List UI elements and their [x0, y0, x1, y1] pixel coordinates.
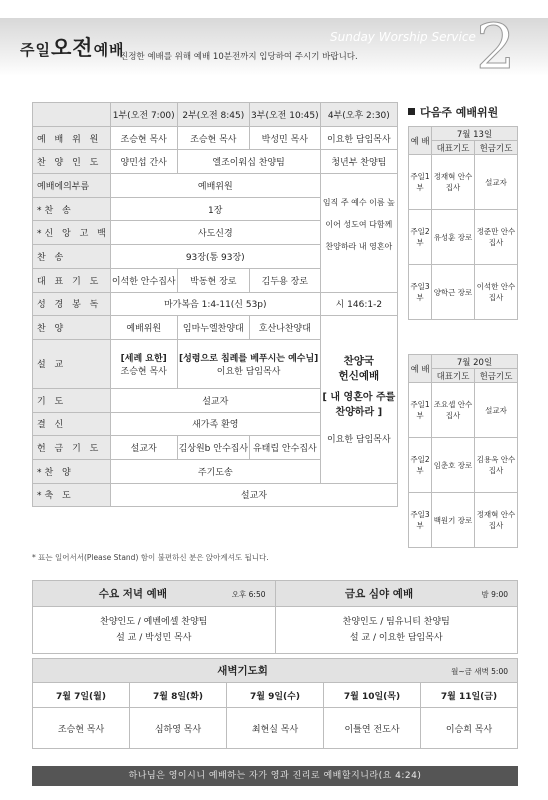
- wed-preacher: 설 교 / 박성민 목사: [116, 633, 192, 643]
- table-cell: 주기도송: [110, 459, 320, 483]
- table-cell: 조승현 목사: [177, 126, 249, 150]
- table-row: [33, 292, 398, 316]
- special-service-line: 찬양국: [343, 354, 375, 367]
- table-cell: 청년부 찬양팀: [320, 150, 397, 174]
- dawn-title: 새벽기도회: [217, 665, 268, 677]
- table-row: [409, 210, 518, 265]
- table-cell: 1장: [110, 197, 320, 221]
- part-label: 주일3부: [409, 265, 432, 320]
- row-label: *찬 양: [33, 459, 111, 483]
- row-label: 찬 양 인 도: [33, 150, 111, 174]
- dawn-prayer-table: [32, 658, 518, 749]
- table-cell: 김두용 장로: [250, 268, 321, 292]
- row-label: 성 경 봉 독: [33, 292, 111, 316]
- table-header-row: [33, 103, 398, 127]
- dawn-preacher: 이틀연 전도사: [324, 708, 421, 749]
- table-cell: 마가복음 1:4-11(신 53p): [110, 292, 320, 316]
- weekday-services-table: [32, 580, 518, 654]
- row-label: 설 교: [33, 339, 111, 388]
- next-week-title: [408, 104, 498, 120]
- table-cell: 호산나찬양대: [250, 316, 321, 340]
- table-cell: 박성민 목사: [250, 126, 321, 150]
- wed-service-body: [33, 607, 276, 654]
- table-cell: 설교자: [110, 436, 177, 460]
- dawn-preacher: 조승현 목사: [33, 708, 130, 749]
- table-cell: 양민섭 간사: [110, 150, 177, 174]
- next-week-title-text: 다음주 예배위원: [420, 106, 499, 119]
- row-label: 예배에의부름: [33, 174, 111, 198]
- table-cell: 시 146:1-2: [320, 292, 397, 316]
- header-english: Sunday Worship Service: [330, 30, 476, 44]
- service-order-table: [32, 102, 398, 507]
- part-label: 주일2부: [409, 438, 432, 493]
- table-cell: 설교자: [475, 383, 518, 438]
- table-cell: 이석한 안수집사: [110, 268, 177, 292]
- part-label: 주일1부: [409, 155, 432, 210]
- table-row: [409, 438, 518, 493]
- dawn-date: 7월 11일(금): [421, 683, 518, 708]
- dawn-preacher: 최현실 목사: [227, 708, 324, 749]
- row-label: *찬 송: [33, 197, 111, 221]
- table-cell: [110, 339, 177, 388]
- table-cell: 이요한 담임목사: [320, 126, 397, 150]
- dawn-header: [33, 659, 518, 683]
- week-date: 7월 20일: [432, 355, 518, 369]
- table-cell: 임마누엘찬양대: [177, 316, 249, 340]
- dawn-date: 7월 9일(수): [227, 683, 324, 708]
- column-header: 3부(오전 10:45): [250, 103, 321, 127]
- row-label: 대 표 기 도: [33, 268, 111, 292]
- column-header: 4부(오후 2:30): [320, 103, 397, 127]
- table-cell: 김용옥 안수집사: [475, 438, 518, 493]
- table-cell: 엘조이워십 찬양팀: [177, 150, 320, 174]
- row-label: 예 배 위 원: [33, 126, 111, 150]
- table-cell: [177, 339, 320, 388]
- special-service-line: 찬양하라 ]: [335, 406, 383, 418]
- row-label: 기 도: [33, 388, 111, 412]
- table-cell: 새가족 환영: [110, 412, 320, 436]
- table-cell: 김상원b 안수집사: [177, 436, 249, 460]
- row-label: 찬 양: [33, 316, 111, 340]
- part-label: 주일3부: [409, 493, 432, 548]
- table-row: [33, 126, 398, 150]
- fri-service-header: [275, 581, 518, 607]
- table-row: [409, 493, 518, 548]
- dawn-date: 7월 10일(목): [324, 683, 421, 708]
- row-label: *신 앙 고 백: [33, 221, 111, 245]
- corner-cell: [33, 103, 111, 127]
- square-bullet-icon: [408, 108, 415, 115]
- table-cell: 박동현 장로: [177, 268, 249, 292]
- table-cell: 예배위원: [110, 316, 177, 340]
- page-header: [0, 0, 548, 82]
- column-header: 1부(오전 7:00): [110, 103, 177, 127]
- table-cell: 정준만 안수집사: [475, 210, 518, 265]
- dawn-preacher: 심하영 목사: [130, 708, 227, 749]
- title-part-b: 오전: [50, 36, 94, 60]
- table-cell: 설교자: [475, 155, 518, 210]
- dawn-time: 월~금 새벽 5:00: [451, 667, 508, 676]
- table-cell: 정재혁 안수집사: [475, 493, 518, 548]
- row-label: 결 신: [33, 412, 111, 436]
- column-header: 대표기도: [432, 141, 475, 155]
- table-cell: 설교자: [110, 388, 320, 412]
- table-row: [33, 174, 398, 198]
- side-note: 임직 주 예수 이름 높이어 성도여 다함께 찬양하라 내 영혼아: [320, 174, 397, 292]
- fri-preacher: 설 교 / 이요한 담임목사: [349, 633, 443, 643]
- special-service-line: 헌신예배: [338, 369, 380, 382]
- special-service-cell: [320, 316, 397, 483]
- fri-service-time: 밤 9:00: [481, 590, 508, 599]
- dawn-preacher: 이승희 목사: [421, 708, 518, 749]
- table-cell: 예배위원: [110, 174, 320, 198]
- table-cell: 사도신경: [110, 221, 320, 245]
- table-cell: 조승현 목사: [110, 126, 177, 150]
- next-week-table-2: [408, 354, 518, 548]
- footer-verse: 하나님은 영이시니 예배하는 자가 영과 진리로 예배할지니라(요 4:24): [32, 766, 518, 786]
- table-cell: 유태립 안수집사: [250, 436, 321, 460]
- wed-worship-leader: 찬양인도 / 예벤에셀 찬양팀: [100, 617, 208, 627]
- week-date: 7월 13일: [432, 127, 518, 141]
- table-row: [33, 483, 398, 507]
- table-cell: 임춘호 장로: [432, 438, 475, 493]
- sermon-preacher: 이요한 담임목사: [216, 366, 281, 377]
- table-row: [409, 155, 518, 210]
- dawn-date: 7월 8일(화): [130, 683, 227, 708]
- table-row: [409, 265, 518, 320]
- wed-service-header: [33, 581, 276, 607]
- special-service-preacher: 이요한 담임목사: [326, 434, 391, 445]
- column-header: 2부(오전 8:45): [177, 103, 249, 127]
- table-cell: 93장(통 93장): [110, 245, 320, 269]
- table-cell: 양학근 장로: [432, 265, 475, 320]
- column-header: 대표기도: [432, 369, 475, 383]
- row-label: *축 도: [33, 483, 111, 507]
- row-label: 헌 금 기 도: [33, 436, 111, 460]
- table-row: [33, 150, 398, 174]
- page-title: [20, 32, 125, 62]
- row-label: 찬 송: [33, 245, 111, 269]
- table-row: [33, 316, 398, 340]
- dawn-date: 7월 7일(월): [33, 683, 130, 708]
- page-number: 2: [476, 10, 516, 83]
- header-subtitle: 진정한 예배를 위해 예배 10분전까지 입당하여 주시기 바랍니다.: [120, 52, 358, 62]
- service-label: 예 배: [409, 127, 432, 155]
- title-part-c: 예배: [93, 41, 125, 59]
- wed-service-time: 오후 6:50: [231, 590, 266, 599]
- table-cell: 이석한 안수집사: [475, 265, 518, 320]
- column-header: 헌금기도: [475, 369, 518, 383]
- title-part-a: 주일: [20, 41, 51, 59]
- fri-worship-leader: 찬양인도 / 팀유니티 찬양팀: [342, 617, 450, 627]
- table-row: [409, 383, 518, 438]
- sermon-title: [성령으로 침례를 베푸시는 예수님]: [178, 353, 319, 364]
- next-week-table-1: [408, 126, 518, 320]
- sermon-preacher: 조승현 목사: [120, 366, 167, 377]
- part-label: 주일1부: [409, 383, 432, 438]
- sermon-title: [세례 요한]: [120, 353, 167, 364]
- standing-note: * 표는 일어서서(Please Stand) 함이 불편하신 분은 앉아계셔도 됩니다.: [32, 553, 269, 562]
- service-label: 예 배: [409, 355, 432, 383]
- special-service-line: [ 내 영혼아 주를: [322, 391, 396, 403]
- wed-service-name: 수요 저녁 예배: [98, 588, 167, 600]
- part-label: 주일2부: [409, 210, 432, 265]
- table-cell: 설교자: [110, 483, 397, 507]
- fri-service-body: [275, 607, 518, 654]
- fri-service-name: 금요 심야 예배: [344, 588, 414, 600]
- table-cell: 백원기 장로: [432, 493, 475, 548]
- table-cell: 조요셉 안수집사: [432, 383, 475, 438]
- column-header: 헌금기도: [475, 141, 518, 155]
- table-cell: 유성훈 장로: [432, 210, 475, 265]
- table-cell: 정재혁 안수집사: [432, 155, 475, 210]
